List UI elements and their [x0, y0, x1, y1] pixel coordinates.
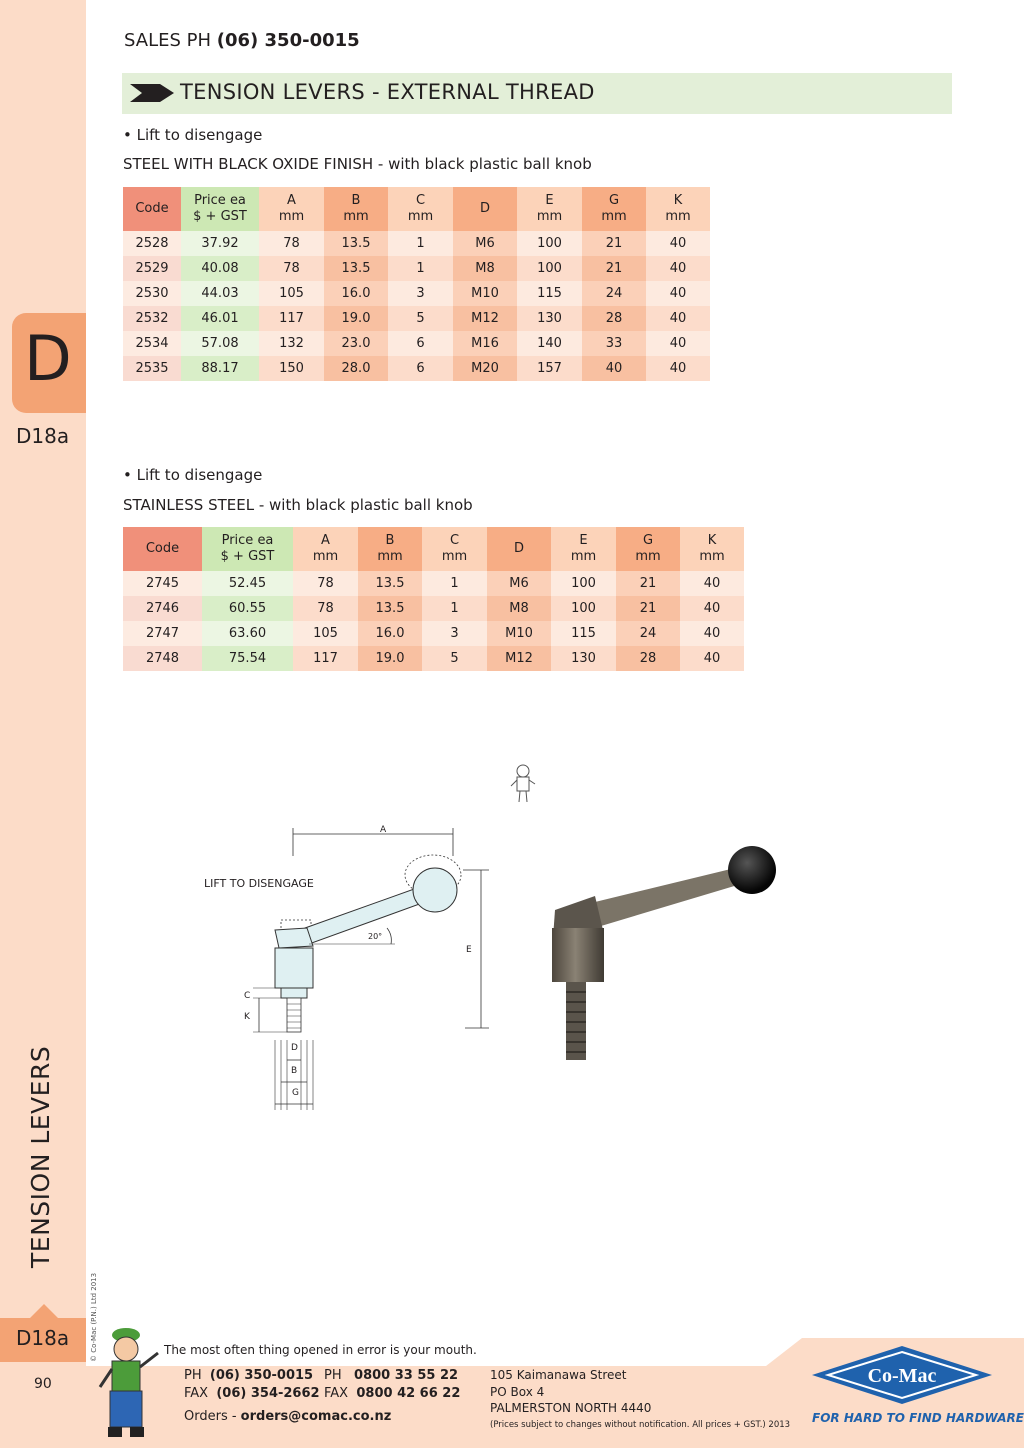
cell-price: 60.55 [202, 596, 293, 621]
cell-e: 157 [517, 356, 582, 381]
cell-c: 6 [388, 356, 453, 381]
sales-label: SALES PH [124, 30, 212, 51]
section1-material-bold: STEEL WITH BLACK OXIDE FINISH [123, 155, 374, 173]
column-header-label: B [351, 193, 361, 208]
column-header-b [358, 527, 422, 571]
cell-e: 130 [517, 306, 582, 331]
column-header-e [517, 187, 582, 231]
column-header-code [123, 527, 202, 571]
cell-price: 37.92 [181, 231, 259, 256]
cell-a: 105 [293, 621, 358, 646]
cell-code: 2529 [123, 256, 181, 281]
sales-phone: (06) 350-0015 [216, 30, 360, 51]
cell-d: M12 [487, 646, 551, 671]
cell-price: 46.01 [181, 306, 259, 331]
cell-e: 140 [517, 331, 582, 356]
cell-k: 40 [646, 231, 710, 256]
dim-label-e: E [466, 945, 472, 955]
cell-g: 21 [616, 596, 680, 621]
column-header-unit: mm [407, 209, 434, 224]
cell-g: 33 [582, 331, 646, 356]
column-header-label: Price ea [194, 193, 246, 208]
section-title: TENSION LEVERS [26, 1045, 55, 1268]
cell-e: 115 [551, 621, 616, 646]
cell-b: 13.5 [324, 231, 388, 256]
footer-fax-label: FAX [184, 1386, 209, 1401]
column-header-d [487, 527, 551, 571]
cell-code: 2535 [123, 356, 181, 381]
column-header-d [453, 187, 517, 231]
cell-code: 2747 [123, 621, 202, 646]
column-header-label: K [707, 533, 717, 548]
cell-b: 16.0 [324, 281, 388, 306]
cell-k: 40 [646, 281, 710, 306]
table-header-row [123, 187, 710, 231]
column-header-k [646, 187, 710, 231]
cell-code: 2534 [123, 331, 181, 356]
cell-g: 21 [582, 256, 646, 281]
footer-fax-value: (06) 354-2662 [216, 1386, 320, 1401]
column-header-label: A [287, 193, 296, 208]
stainless-levers-table [123, 527, 744, 671]
steel-levers-table [123, 187, 710, 381]
bottom-tab-notch [30, 1304, 58, 1318]
cell-b: 19.0 [324, 306, 388, 331]
dimension-diagram [195, 820, 505, 1120]
cell-a: 150 [259, 356, 324, 381]
diagram-note: LIFT TO DISENGAGE [204, 877, 314, 890]
cell-d: M10 [453, 281, 517, 306]
cell-c: 3 [388, 281, 453, 306]
cell-c: 5 [422, 646, 487, 671]
cell-d: M12 [453, 306, 517, 331]
table-row [123, 621, 744, 646]
dim-label-b: B [291, 1066, 298, 1076]
cell-k: 40 [680, 596, 744, 621]
footer-orders [184, 1409, 391, 1424]
cell-k: 40 [646, 306, 710, 331]
column-header-g [582, 187, 646, 231]
cell-price: 75.54 [202, 646, 293, 671]
bottom-page-code: D18a [16, 1326, 70, 1350]
cell-c: 1 [422, 596, 487, 621]
cell-d: M16 [453, 331, 517, 356]
footer-ph2-value: 0800 33 55 22 [354, 1368, 459, 1383]
column-header-label: A [321, 533, 330, 548]
footer-fax2-label: FAX [324, 1386, 349, 1401]
cell-g: 40 [582, 356, 646, 381]
cell-b: 23.0 [324, 331, 388, 356]
column-header-label: Price ea [221, 533, 274, 548]
cell-code: 2528 [123, 231, 181, 256]
cell-a: 117 [259, 306, 324, 331]
footer-fax [184, 1386, 320, 1401]
cell-d: M20 [453, 356, 517, 381]
address-line-1: 105 Kaimanawa Street [490, 1368, 627, 1382]
cell-e: 100 [551, 571, 616, 596]
column-header-label: K [673, 193, 683, 208]
cell-e: 100 [517, 256, 582, 281]
section-letter: D [24, 322, 72, 395]
column-header-a [293, 527, 358, 571]
column-header-unit: mm [278, 209, 305, 224]
column-header-label: Code [145, 541, 180, 556]
cell-a: 78 [293, 571, 358, 596]
cell-a: 78 [293, 596, 358, 621]
cell-g: 28 [616, 646, 680, 671]
cell-c: 6 [388, 331, 453, 356]
table-row [123, 596, 744, 621]
cell-a: 132 [259, 331, 324, 356]
cell-k: 40 [680, 571, 744, 596]
footer-orders-email[interactable]: orders@comac.co.nz [240, 1409, 392, 1424]
mascot-small-icon [508, 762, 538, 804]
cell-b: 28.0 [324, 356, 388, 381]
cell-c: 3 [422, 621, 487, 646]
section2-material [123, 496, 473, 514]
cell-k: 40 [680, 621, 744, 646]
dim-label-d: D [291, 1043, 298, 1053]
cell-e: 130 [551, 646, 616, 671]
mascot-icon [96, 1325, 164, 1443]
cell-price: 52.45 [202, 571, 293, 596]
cell-code: 2746 [123, 596, 202, 621]
cell-g: 24 [582, 281, 646, 306]
cell-price: 88.17 [181, 356, 259, 381]
cell-d: M8 [487, 596, 551, 621]
dim-angle: 20° [368, 932, 383, 941]
cell-b: 13.5 [358, 596, 422, 621]
column-header-label: E [545, 193, 554, 208]
price-disclaimer: (Prices subject to changes without notification. All prices + GST.) 2013 [490, 1420, 791, 1430]
dim-label-a: A [380, 825, 387, 835]
column-header-price [181, 187, 259, 231]
column-header-g [616, 527, 680, 571]
cell-b: 13.5 [324, 256, 388, 281]
column-header-unit: mm [377, 549, 403, 564]
page-title: TENSION LEVERS - EXTERNAL THREAD [180, 80, 595, 104]
column-header-e [551, 527, 616, 571]
dim-label-c: C [244, 991, 251, 1001]
page-code: D18a [16, 424, 70, 448]
dim-label-k: K [244, 1012, 250, 1022]
column-header-label: D [513, 541, 524, 556]
logo-tagline: FOR HARD TO FIND HARDWARE [812, 1411, 1024, 1425]
dim-label-g: G [292, 1088, 299, 1098]
cell-k: 40 [680, 646, 744, 671]
cell-e: 100 [551, 596, 616, 621]
column-header-unit: $ + GST [193, 209, 247, 224]
column-header-b [324, 187, 388, 231]
cell-code: 2532 [123, 306, 181, 331]
cell-a: 78 [259, 256, 324, 281]
column-header-label: Code [135, 201, 169, 216]
footer-fax2-value: 0800 42 66 22 [356, 1386, 461, 1401]
cell-code: 2530 [123, 281, 181, 306]
column-header-price [202, 527, 293, 571]
page-number: 90 [34, 1376, 52, 1392]
cell-k: 40 [646, 331, 710, 356]
cell-price: 40.08 [181, 256, 259, 281]
column-header-unit: $ + GST [220, 549, 275, 564]
cell-c: 5 [388, 306, 453, 331]
column-header-unit: mm [665, 209, 691, 224]
column-header-c [388, 187, 453, 231]
column-header-unit: mm [536, 209, 563, 224]
section1-material-rest: - with black plastic ball knob [373, 155, 592, 173]
arrow-icon [130, 84, 174, 102]
section2-material-rest: - with black plastic ball knob [254, 496, 473, 514]
footer-phone [184, 1368, 313, 1383]
section1-bullet: • Lift to disengage [123, 126, 263, 144]
footer-ph2-label: PH [324, 1368, 342, 1383]
cell-b: 16.0 [358, 621, 422, 646]
cell-a: 105 [259, 281, 324, 306]
table-row [123, 306, 710, 331]
cell-g: 24 [616, 621, 680, 646]
table-header-row [123, 527, 744, 571]
cell-a: 78 [259, 231, 324, 256]
column-header-label: B [385, 533, 395, 548]
cell-a: 117 [293, 646, 358, 671]
logo-text: Co-Mac [867, 1365, 937, 1387]
column-header-label: D [479, 201, 490, 216]
cell-c: 1 [422, 571, 487, 596]
cell-b: 13.5 [358, 571, 422, 596]
footer-ph-value: (06) 350-0015 [209, 1368, 314, 1383]
table-row [123, 231, 710, 256]
column-header-unit: mm [601, 209, 627, 224]
sales-phone-line [124, 30, 360, 51]
cell-k: 40 [646, 256, 710, 281]
cell-code: 2745 [123, 571, 202, 596]
table-row [123, 571, 744, 596]
cell-d: M6 [453, 231, 517, 256]
section2-material-bold: STAINLESS STEEL [123, 496, 255, 514]
cell-b: 19.0 [358, 646, 422, 671]
column-header-label: E [579, 533, 588, 548]
footer-quote: The most often thing opened in error is your mouth. [164, 1343, 477, 1357]
column-header-unit: mm [441, 549, 468, 564]
cell-c: 1 [388, 231, 453, 256]
cell-price: 63.60 [202, 621, 293, 646]
address-line-3: PALMERSTON NORTH 4440 [490, 1401, 652, 1415]
table-row [123, 256, 710, 281]
column-header-a [259, 187, 324, 231]
cell-d: M6 [487, 571, 551, 596]
cell-d: M8 [453, 256, 517, 281]
comac-logo [810, 1344, 994, 1406]
table-row [123, 281, 710, 306]
copyright: © Co-Mac (P.N.) Ltd 2013 [90, 1272, 98, 1362]
cell-g: 28 [582, 306, 646, 331]
table-row [123, 646, 744, 671]
footer-ph-label: PH [184, 1368, 202, 1383]
column-header-k [680, 527, 744, 571]
column-header-code [123, 187, 181, 231]
column-header-label: C [449, 533, 460, 548]
cell-k: 40 [646, 356, 710, 381]
table-row [123, 331, 710, 356]
cell-price: 44.03 [181, 281, 259, 306]
footer-orders-label: Orders - [184, 1409, 241, 1424]
footer-freephone [324, 1368, 458, 1383]
column-header-unit: mm [312, 549, 339, 564]
cell-g: 21 [616, 571, 680, 596]
cell-d: M10 [487, 621, 551, 646]
cell-c: 1 [388, 256, 453, 281]
column-header-unit: mm [570, 549, 597, 564]
column-header-unit: mm [699, 549, 725, 564]
column-header-label: G [642, 533, 654, 548]
section2-bullet: • Lift to disengage [123, 466, 263, 484]
address-line-2: PO Box 4 [490, 1385, 545, 1399]
footer-freefax [324, 1386, 460, 1401]
column-header-c [422, 527, 487, 571]
table-row [123, 356, 710, 381]
cell-g: 21 [582, 231, 646, 256]
column-header-unit: mm [343, 209, 369, 224]
section1-material [123, 155, 592, 173]
cell-code: 2748 [123, 646, 202, 671]
cell-price: 57.08 [181, 331, 259, 356]
cell-e: 115 [517, 281, 582, 306]
column-header-label: C [415, 193, 426, 208]
product-photo [545, 840, 785, 1065]
column-header-unit: mm [635, 549, 661, 564]
column-header-label: G [608, 193, 620, 208]
cell-e: 100 [517, 231, 582, 256]
